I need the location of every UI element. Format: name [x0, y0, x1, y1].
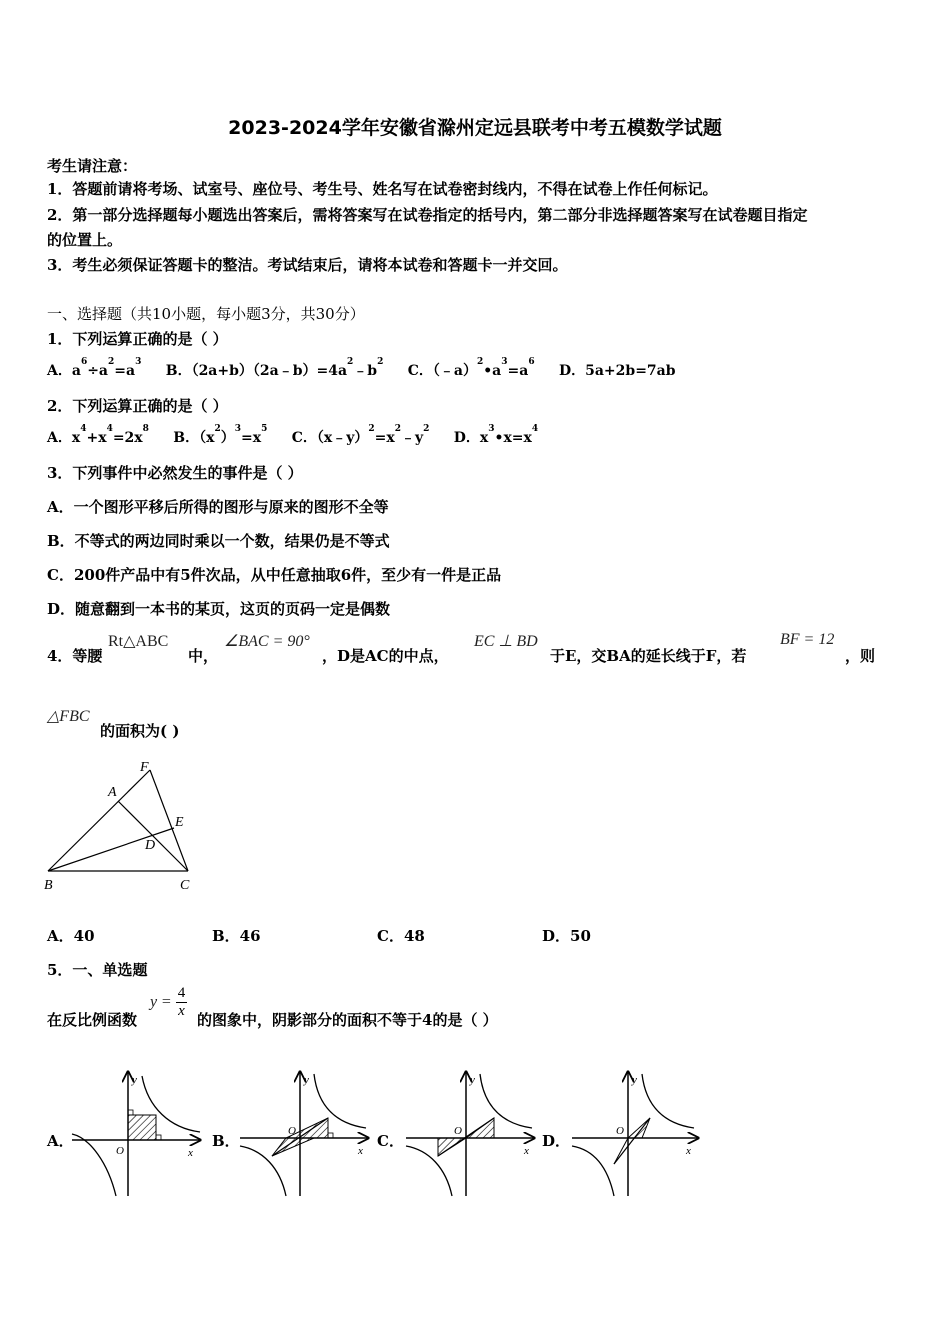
q4-text-6: 的面积为( ) [100, 722, 180, 740]
notice-item-3: 3．考生必须保证答题卡的整洁。考试结束后，请将本试卷和答题卡一并交回。 [47, 256, 568, 274]
q5-fn-numerator: 4 [177, 985, 186, 1001]
q1-option-d: D．5a+2b=7ab [558, 363, 676, 379]
q5-fn-denominator: x [178, 1003, 185, 1019]
q3-option-b: B．不等式的两边同时乘以一个数，结果仍是不等式 [47, 532, 390, 550]
q4-text-1: 4．等腰 [47, 647, 103, 665]
q2-options [47, 424, 539, 447]
q5-graph-b [238, 1068, 373, 1198]
label-c: C [180, 878, 190, 893]
q5-fn-y: y [150, 993, 158, 1011]
notice-item-2-cont: 的位置上。 [47, 231, 123, 249]
q5-option-label-a: A． [47, 1132, 74, 1150]
section-heading: 一、选择题（共10小题，每小题3分，共30分） [47, 305, 365, 323]
q5-graph-c [404, 1068, 539, 1198]
graph-d-y-label: y [632, 1074, 637, 1086]
graph-a-origin-label: O [116, 1145, 124, 1157]
q4-math-angle: ∠BAC = 90° [224, 633, 310, 650]
q5-graph-d [570, 1068, 705, 1198]
q5-option-label-b: B． [212, 1132, 240, 1150]
q3-option-c: C．200件产品中有5件次品，从中任意抽取6件，至少有一件是正品 [47, 566, 502, 584]
q4-math-perp: EC ⊥ BD [474, 633, 538, 650]
q4-option-d: D．50 [542, 927, 591, 945]
q2-option-a: A．$x^4+x^4=2x^8$ [47, 424, 149, 446]
q5-header: 5．一、单选题 [47, 961, 148, 979]
q2-stem: 2．下列运算正确的是（ ） [47, 397, 228, 415]
q2-option-d: D．$x^3•x=x^4$ [453, 424, 539, 446]
q4-math-bf: BF = 12 [780, 631, 835, 648]
q4-option-a: A．40 [47, 927, 95, 945]
q5-option-label-d: D． [542, 1132, 571, 1150]
graph-d-x-label: x [686, 1145, 691, 1157]
graph-b-x-label: x [358, 1145, 363, 1157]
graph-b-origin-label: O [288, 1125, 296, 1137]
label-e: E [175, 815, 184, 830]
q5-option-label-c: C． [377, 1132, 404, 1150]
q2-option-c: C．$(x﹣y)^2=x^2﹣y^2$ [291, 424, 430, 446]
graph-c-x-label: x [524, 1145, 529, 1157]
q5-graph-a [70, 1068, 205, 1198]
q3-option-a: A．一个图形平移后所得的图形与原来的图形不全等 [47, 498, 389, 516]
q4-math-triangle: Rt△ABC [108, 633, 169, 650]
notice-item-1: 1．答题前请将考场、试室号、座位号、考生号、姓名写在试卷密封线内，不得在试卷上作任何标记。 [47, 180, 718, 198]
graph-d-origin-label: O [616, 1125, 624, 1137]
q4-text-2: 中， [188, 647, 219, 665]
q5-function [150, 985, 187, 1020]
q1-option-a: A．$a^6\div a^2=a^3$ [47, 357, 142, 379]
label-f: F [140, 760, 149, 775]
q4-option-c: C．48 [377, 927, 425, 945]
graph-c-origin-label: O [454, 1125, 462, 1137]
label-a: A [108, 785, 117, 800]
label-d: D [145, 838, 156, 853]
line-ac [118, 801, 188, 871]
q5-fn-eq: = [161, 993, 171, 1011]
graph-b-y-label: y [304, 1074, 309, 1086]
q3-stem: 3．下列事件中必然发生的事件是（ ） [47, 464, 303, 482]
notice-item-2: 2．第一部分选择题每小题选出答案后，需将答案写在试卷指定的括号内，第二部分非选择题答案写在试卷题目指定 [47, 206, 808, 224]
q5-fraction [176, 985, 188, 1020]
q5-text-2: 的图象中，阴影部分的面积不等于4的是（ ） [197, 1011, 498, 1029]
q3-option-d: D．随意翻到一本书的某页，这页的页码一定是偶数 [47, 600, 391, 618]
q4-text-5: ，则 [845, 647, 876, 665]
q2-option-b: B．$(x^2)^3=x^5$ [173, 424, 268, 446]
q5-text-1: 在反比例函数 [47, 1011, 138, 1029]
q4-option-b: B．46 [212, 927, 261, 945]
q4-math-fbc: △FBC [47, 708, 90, 725]
q4-text-3: ，D是AC的中点， [322, 647, 449, 665]
label-b: B [44, 878, 53, 893]
line-bf [48, 770, 150, 871]
q4-text-4: 于E，交BA的延长线于F，若 [550, 647, 747, 665]
graph-c-y-label: y [470, 1074, 475, 1086]
notice-heading: 考生请注意： [47, 157, 138, 175]
page-title: 2023-2024学年安徽省滁州定远县联考中考五模数学试题 [228, 117, 722, 139]
q1-options [47, 357, 676, 380]
q1-option-c: C．$(﹣a)^2•a^3=a^6$ [407, 357, 535, 379]
graph-a-y-label: y [132, 1074, 137, 1086]
graph-a-x-label: x [188, 1147, 193, 1159]
q4-triangle-figure [40, 758, 200, 894]
q1-stem: 1．下列运算正确的是（ ） [47, 330, 228, 348]
q1-option-b: B．$(2a+b)(2a﹣b)=4a^2﹣b^2$ [165, 357, 384, 379]
